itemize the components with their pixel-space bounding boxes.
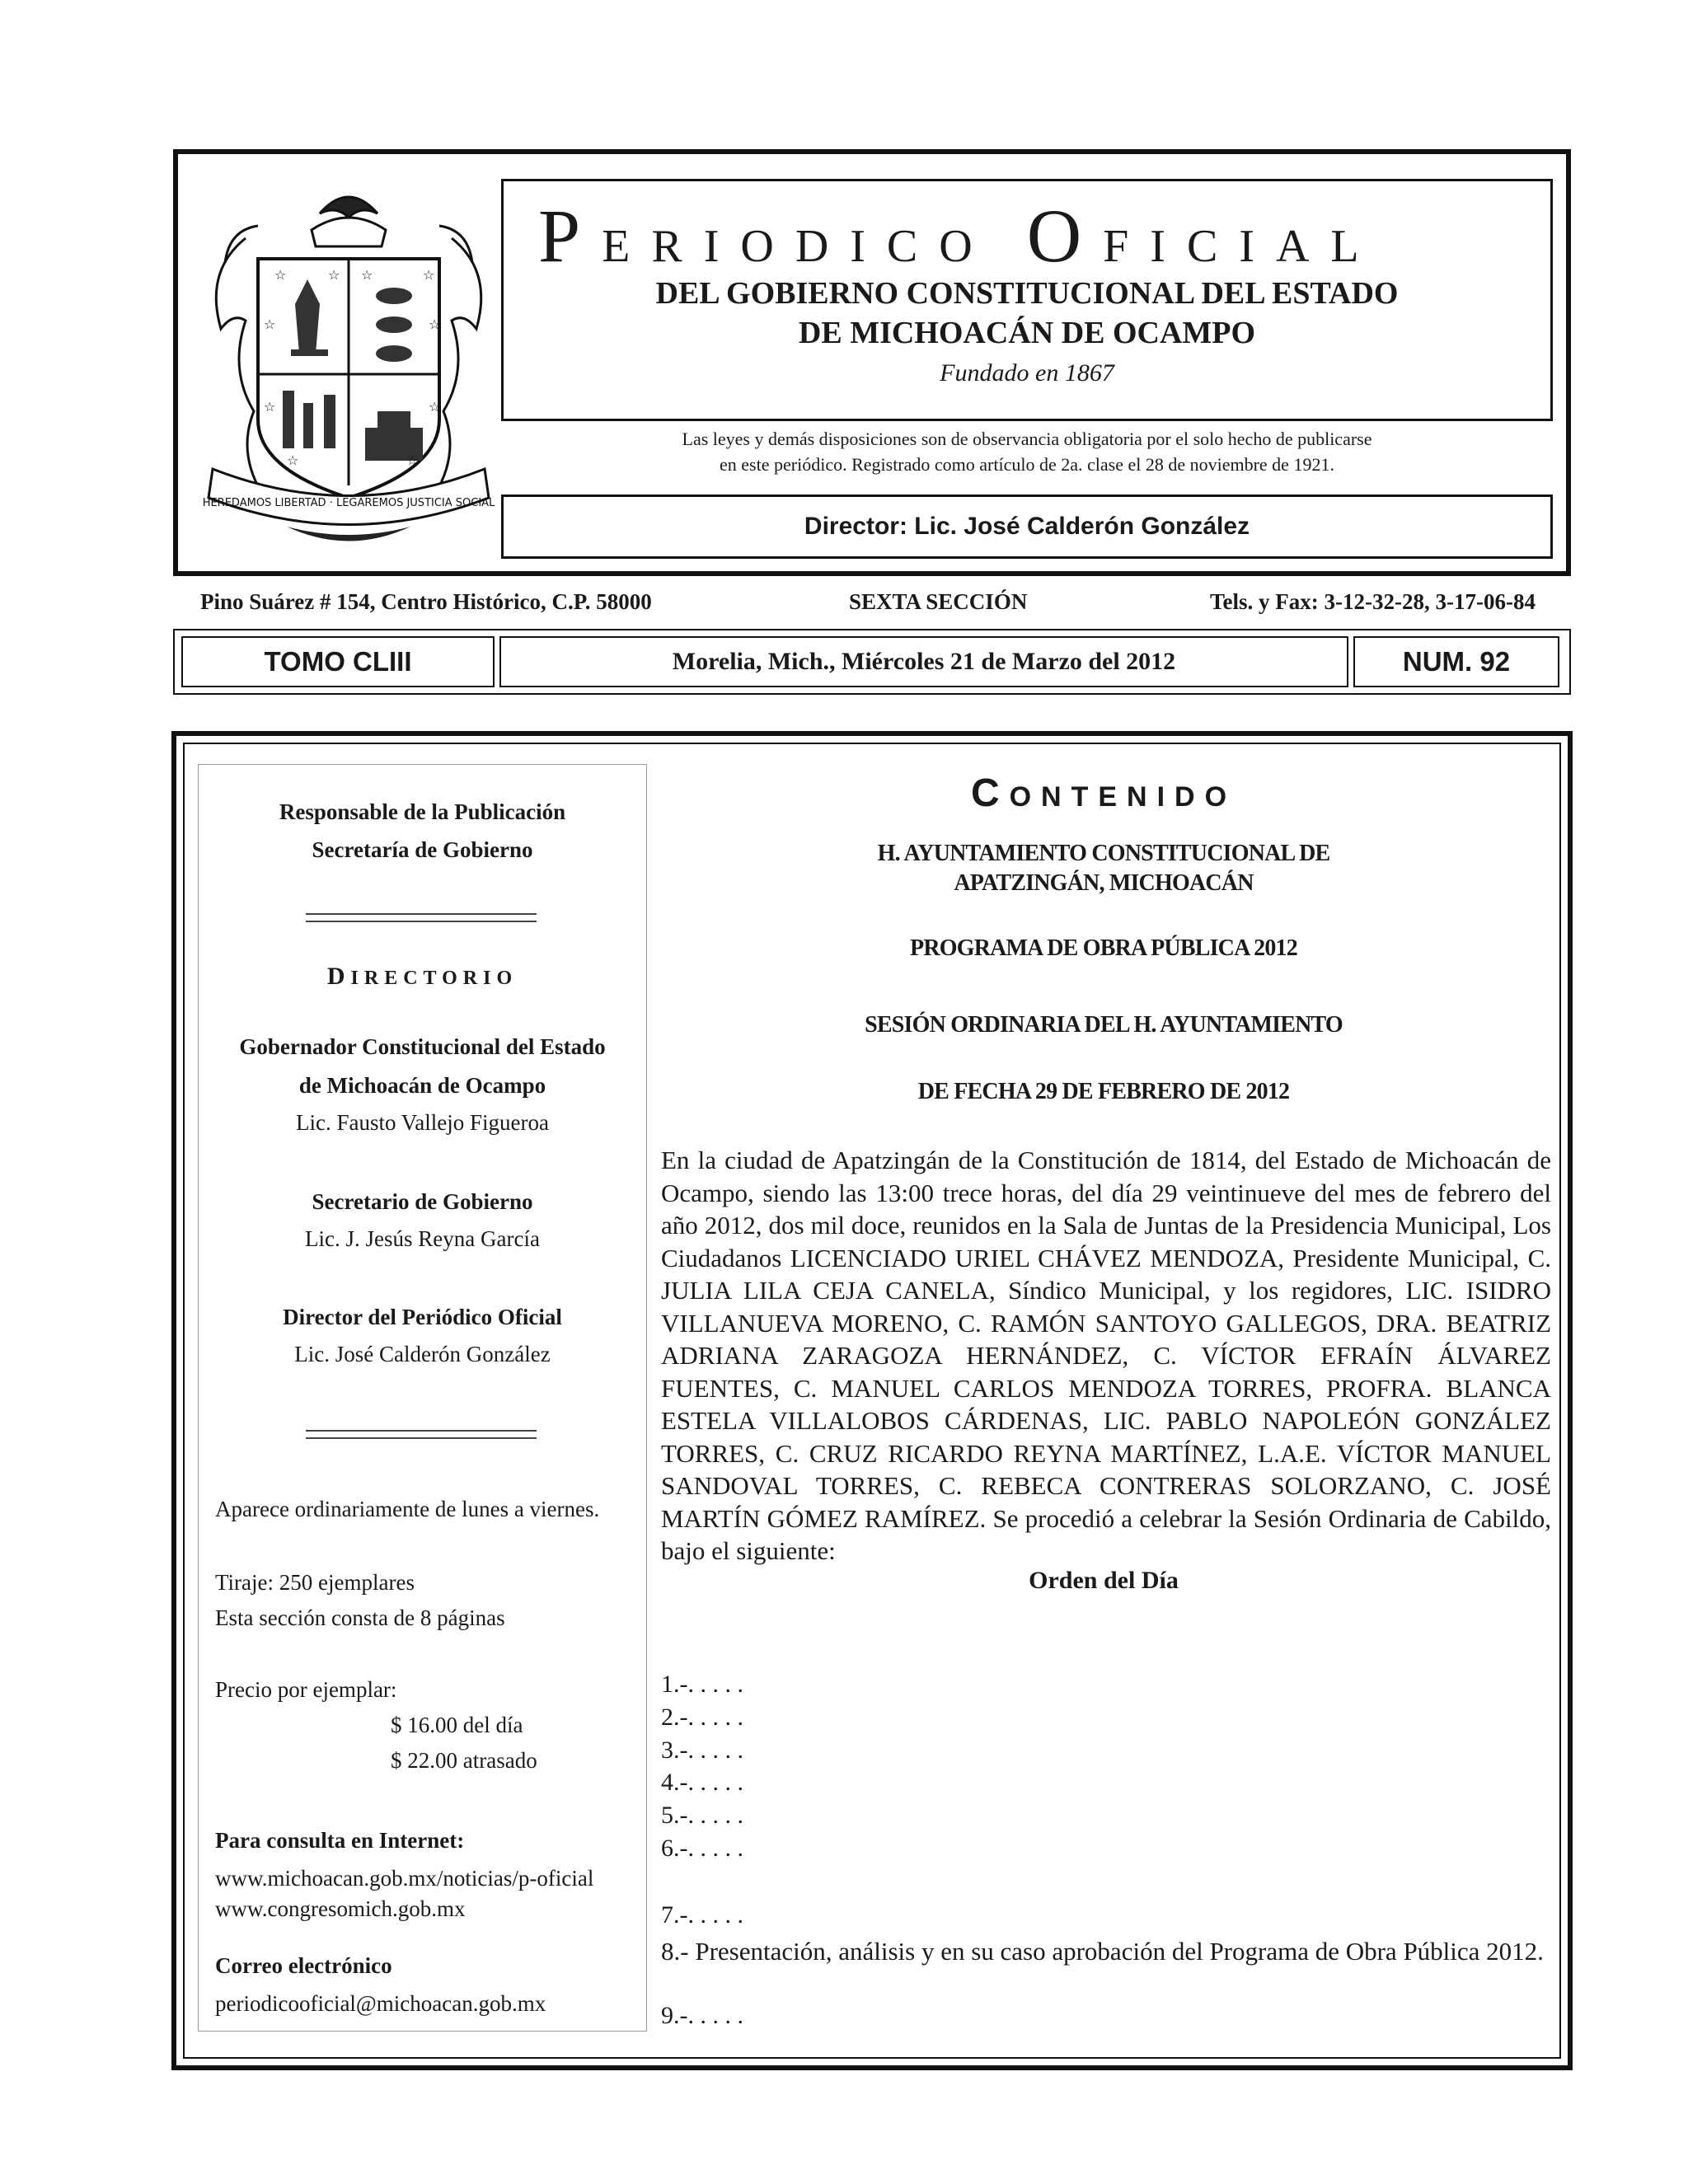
svg-text:☆: ☆	[429, 399, 441, 415]
issue-bar	[173, 629, 1571, 695]
masthead	[173, 149, 1571, 576]
body-frame	[171, 731, 1573, 2070]
agenda-item-9: 9.-. . . . .	[661, 2002, 743, 2029]
contents-heading: CONTENIDO	[970, 771, 1237, 815]
phones: Tels. y Fax: 3-12-32-28, 3-17-06-84	[1210, 589, 1536, 614]
agenda-item: 3.-. . . . .	[661, 1736, 743, 1764]
legal-notice: Las leyes y demás disposiciones son de observancia obligatoria por el solo hecho de publicarse en este periódico. Registrado como artículo de 2a. clase el 28 de noviembre de 1921.	[682, 429, 1372, 475]
agenda-item: 2.-. . . . .	[661, 1704, 743, 1731]
agenda-item: 4.-. . . . .	[661, 1769, 743, 1796]
svg-text:☆: ☆	[429, 316, 441, 332]
svg-text:☆: ☆	[423, 267, 435, 283]
session-date: DE FECHA 29 DE FEBRERO DE 2012	[917, 1079, 1290, 1104]
issue-number: NUM. 92	[1353, 636, 1559, 687]
content-column	[654, 744, 1553, 2055]
price-day: $ 16.00 del día	[391, 1713, 523, 1737]
body-inner	[183, 743, 1561, 2059]
director-name: Lic. José Calderón González	[294, 1342, 551, 1366]
svg-text:☆: ☆	[287, 452, 299, 468]
agenda-item-8: 8.- Presentación, análisis y en su caso aprobación del Programa de Obra Pública 2012.	[661, 1937, 1544, 1966]
governor-title-line1: Gobernador Constitucional del Estado	[239, 1034, 606, 1059]
responsible-line1: Responsable de la Publicación	[279, 799, 566, 824]
address: Pino Suárez # 154, Centro Histórico, C.P. 58000	[200, 589, 652, 614]
directorio-heading: DIRECTORIO	[326, 963, 518, 990]
ayuntamiento-line2: APATZINGÁN, MICHOACÁN	[954, 870, 1254, 896]
ayuntamiento-line1: H. AYUNTAMIENTO CONSTITUCIONAL DE	[877, 841, 1330, 866]
divider	[306, 913, 537, 922]
price-late: $ 22.00 atrasado	[391, 1748, 537, 1773]
director-title: Director del Periódico Oficial	[283, 1305, 562, 1329]
coat-of-arms-icon	[196, 180, 501, 551]
email-link[interactable]: periodicooficial@michoacan.gob.mx	[215, 1991, 546, 2016]
price-label: Precio por ejemplar:	[215, 1677, 397, 1702]
issue-date: Morelia, Mich., Miércoles 21 de Marzo del 2012	[499, 636, 1348, 687]
svg-text:☆: ☆	[406, 452, 419, 468]
governor-title-line2: de Michoacán de Ocampo	[298, 1073, 546, 1098]
publication-frequency: Aparece ordinariamente de lunes a viernes.	[215, 1497, 600, 1521]
founded-line: Fundado en 1867	[940, 359, 1114, 387]
title-box	[501, 179, 1553, 421]
volume-label: TOMO CLIII	[181, 636, 495, 687]
seal-motto: HEREDAMOS LIBERTAD · LEGAREMOS JUSTICIA SOCIAL	[202, 497, 495, 509]
agenda-item: 7.-. . . . .	[661, 1901, 743, 1929]
divider	[306, 1430, 537, 1439]
responsible-line2: Secretaría de Gobierno	[312, 837, 533, 862]
section-label: SEXTA SECCIÓN	[849, 589, 1028, 614]
session-paragraph: En la ciudad de Apatzingán de la Constitución de 1814, del Estado de Michoacán de Ocampo, siendo las 13:00 trece horas, del día 29 veintinueve del mes de febrero del año 2012, dos mil doce, reunidos en la Sala de Juntas de la Presidencia Municipal, Los Ciudadanos LICENCIADO URIEL CHÁVEZ MENDOZA, Presidente Municipal, C. JULIA LILA CEJA CANELA, Síndico Municipal, y los regidores, LIC. ISIDRO VILLANUEVA MORENO, C. RAMÓN SANTOYO GALLEGOS, DRA. BEATRIZ ADRIANA ZARAGOZA HERNÁNDEZ, C. VÍCTOR EFRAÍN ÁLVAREZ FUENTES, C. MANUEL CARLOS MENDOZA TORRES, PROFRA. BLANCA ESTELA VILLALOBOS CÁRDENAS, LIC. PABLO NAPOLEÓN GONZÁLEZ TORRES, C. CRUZ RICARDO REYNA MARTÍNEZ, L.A.E. VÍCTOR MANUEL SANDOVAL TORRES, C. REBECA CONTRERAS SOLORZANO, C. JOSÉ MARTÍN GÓMEZ RAMÍREZ. Se procedió a celebrar la Sesión Ordinaria de Cabildo, bajo el siguiente:	[661, 1146, 1551, 1565]
director-box: Director: Lic. José Calderón González	[501, 494, 1553, 559]
agenda-item: 5.-. . . . .	[661, 1802, 743, 1829]
print-run: Tiraje: 250 ejemplares	[215, 1570, 415, 1595]
svg-text:☆: ☆	[274, 267, 287, 283]
svg-text:☆: ☆	[264, 316, 276, 332]
government-name: DEL GOBIERNO CONSTITUCIONAL DEL ESTADO DE MICHOACÁN DE OCAMPO	[655, 276, 1399, 350]
secretary-name: Lic. J. Jesús Reyna García	[305, 1226, 540, 1251]
newspaper-title: PERIODICO OFICIAL	[538, 194, 1381, 278]
website-link-2[interactable]: www.congresomich.gob.mx	[215, 1896, 466, 1921]
page-count: Esta sección consta de 8 páginas	[215, 1605, 505, 1630]
session-title: SESIÓN ORDINARIA DEL H. AYUNTAMIENTO	[865, 1012, 1343, 1038]
agenda-item: 1.-. . . . .	[661, 1671, 743, 1698]
svg-text:☆: ☆	[361, 267, 373, 283]
agenda-item: 6.-. . . . .	[661, 1835, 743, 1862]
program-title: PROGRAMA DE OBRA PÚBLICA 2012	[910, 935, 1297, 961]
sidebar	[198, 764, 647, 2032]
svg-text:☆: ☆	[328, 267, 340, 283]
internet-label: Para consulta en Internet:	[215, 1828, 465, 1853]
info-line	[200, 589, 1536, 621]
state-coat-of-arms	[196, 180, 501, 551]
secretary-title: Secretario de Gobierno	[312, 1189, 533, 1214]
website-link-1[interactable]: www.michoacan.gob.mx/noticias/p-oficial	[215, 1866, 594, 1891]
governor-name: Lic. Fausto Vallejo Figueroa	[296, 1110, 549, 1135]
svg-text:☆: ☆	[264, 399, 276, 415]
agenda-title: Orden del Día	[1029, 1567, 1179, 1594]
email-label: Correo electrónico	[215, 1953, 392, 1978]
